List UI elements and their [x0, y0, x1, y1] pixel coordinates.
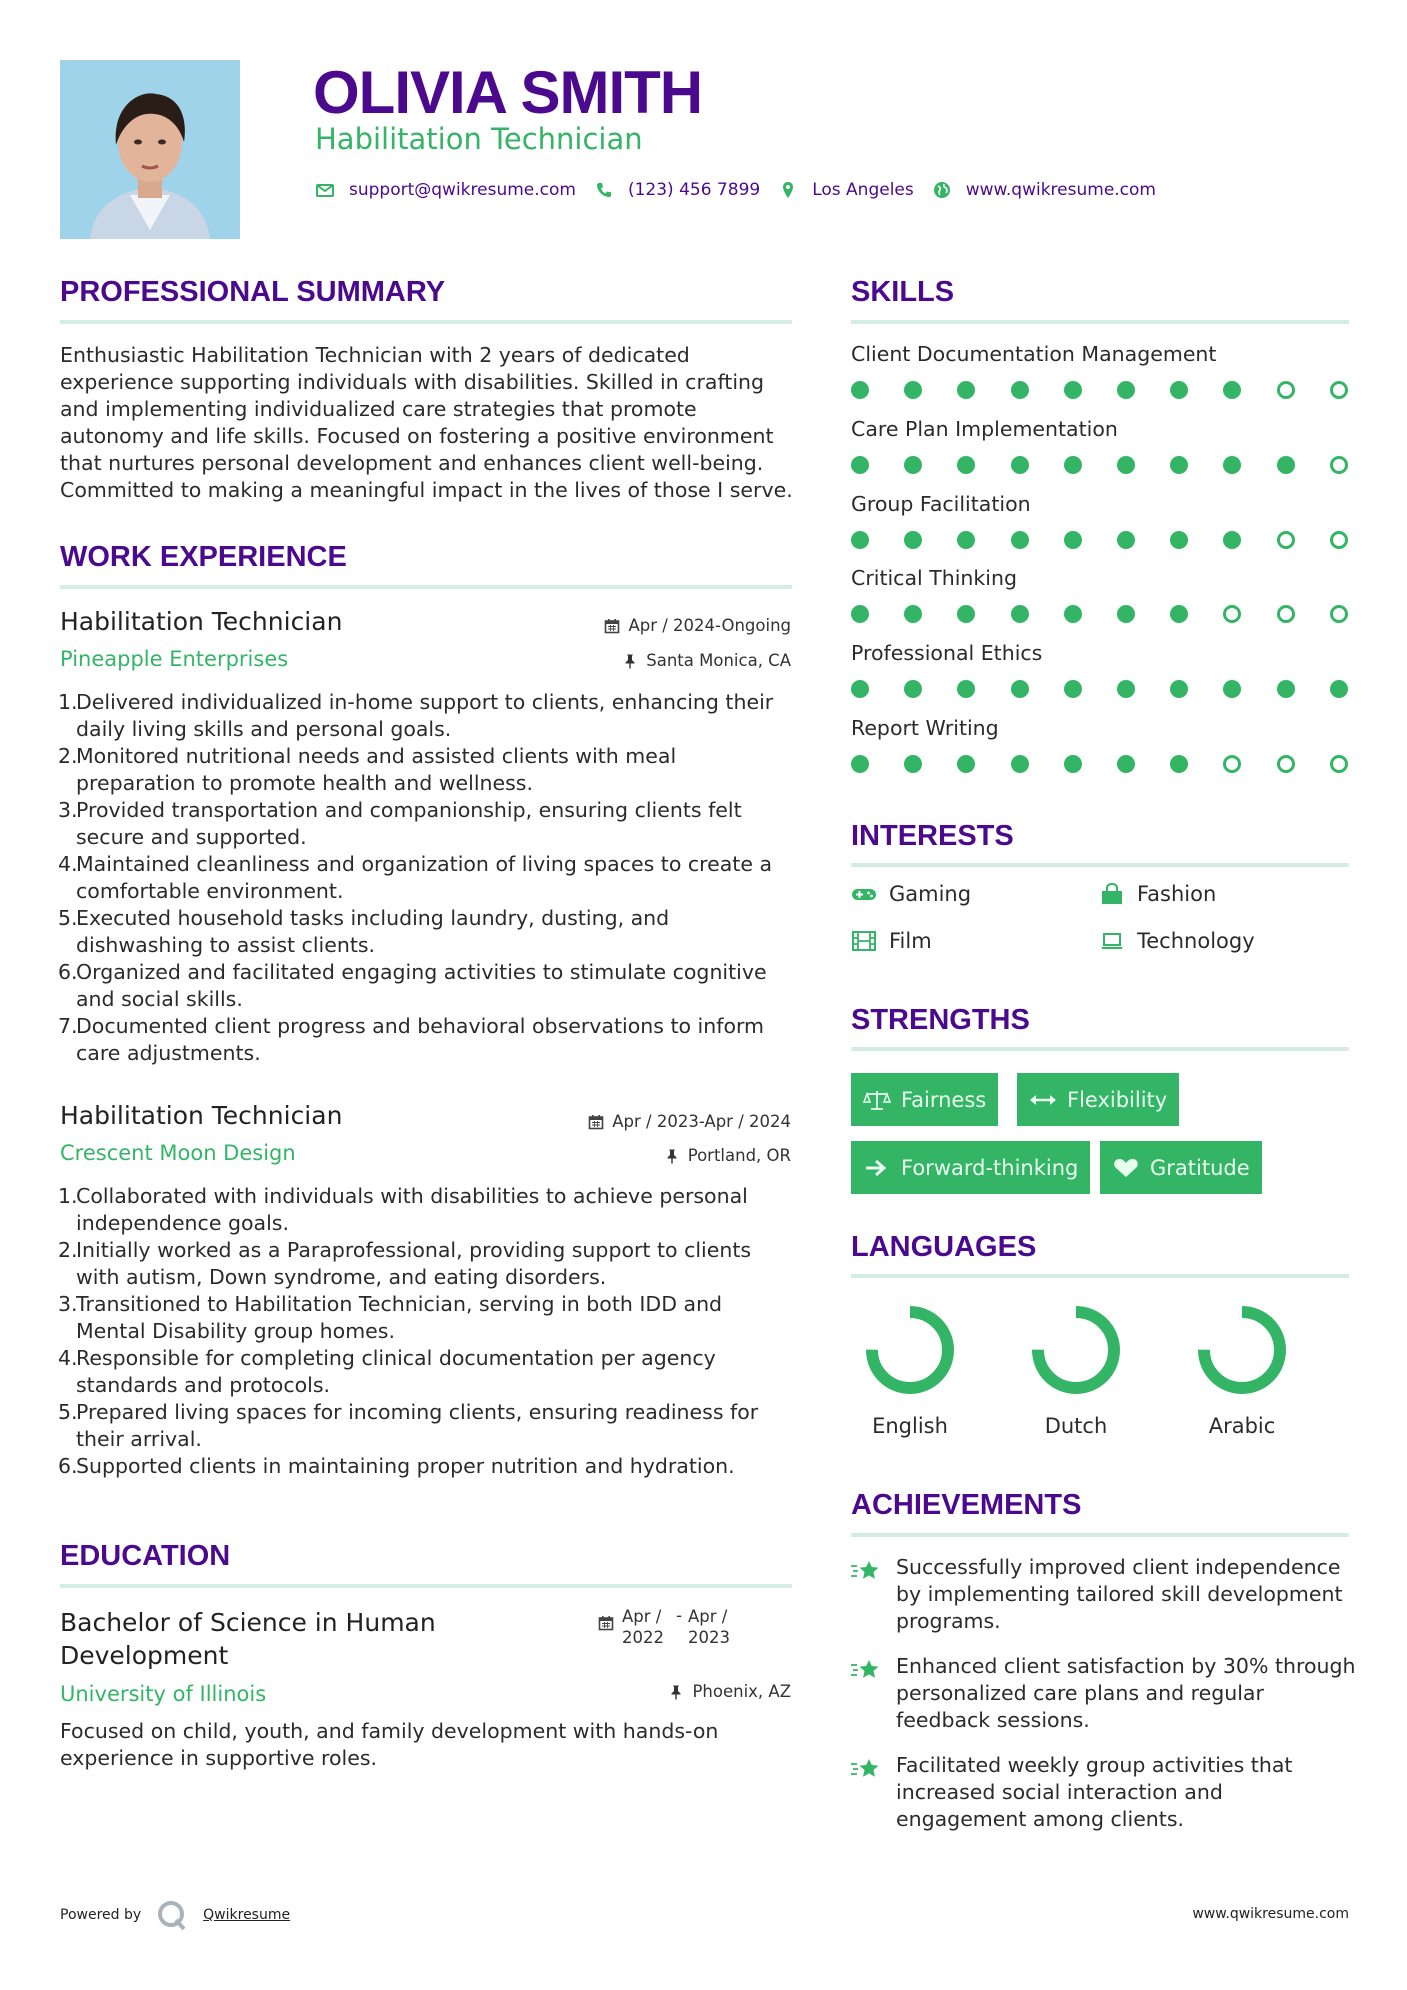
rating-dot-filled [1223, 531, 1241, 549]
arrow-right-icon [863, 1157, 891, 1179]
strength-tag [851, 1073, 998, 1126]
skill-rating [851, 680, 1351, 698]
list-item: 6. Supported clients in maintaining proper nutrition and hydration. [58, 1454, 735, 1478]
achievement-text: Successfully improved client independence by implementing tailored skill development programs. [896, 1555, 1343, 1633]
skill-name: Critical Thinking [851, 566, 1017, 591]
rating-dot-empty [1330, 531, 1348, 549]
rating-dot-empty [1277, 605, 1295, 623]
rating-dot-filled [1011, 531, 1029, 549]
rating-dot-filled [851, 755, 869, 773]
rating-dot-empty [1277, 381, 1295, 399]
job-duties [58, 1183, 798, 1480]
skill-name: Group Facilitation [851, 491, 1031, 516]
rating-dot-filled [1011, 755, 1029, 773]
interest-item [1099, 929, 1255, 953]
list-item: 7. Documented client progress and behavioral observations to inform care adjustments. [58, 1014, 765, 1065]
contact-location [778, 180, 914, 200]
rating-dot-empty [1330, 456, 1348, 474]
location-text: Los Angeles [812, 180, 914, 200]
section-divider [851, 863, 1349, 867]
language-name: Arabic [1208, 1414, 1276, 1438]
rating-dot-filled [1117, 381, 1135, 399]
rating-dot-filled [957, 381, 975, 399]
list-item: 1. Delivered individualized in-home support to clients, enhancing their daily living skills and personal goals. [58, 690, 774, 741]
strength-tag [851, 1141, 1090, 1194]
strengths-heading: STRENGTHS [851, 1004, 1030, 1036]
rating-dot-empty [1277, 531, 1295, 549]
job-title: Habilitation Technician [60, 1101, 343, 1130]
education-end: Apr / 2023 [688, 1607, 730, 1647]
interest-label: Fashion [1137, 882, 1217, 906]
pushpin-icon [622, 653, 638, 669]
rating-dot-filled [1223, 381, 1241, 399]
section-divider [60, 320, 792, 324]
interest-label: Film [889, 929, 932, 953]
skills-heading: SKILLS [851, 276, 955, 308]
summary-heading: PROFESSIONAL SUMMARY [60, 276, 446, 308]
rating-dot-filled [1223, 456, 1241, 474]
rating-dot-filled [1223, 680, 1241, 698]
language-level-ring [862, 1302, 958, 1398]
arrows-horizontal-icon [1029, 1089, 1057, 1111]
rating-dot-filled [957, 605, 975, 623]
interest-item [1099, 882, 1216, 906]
star-badge-icon [850, 1657, 882, 1685]
rating-dot-filled [1011, 456, 1029, 474]
rating-dot-empty [1223, 605, 1241, 623]
star-badge-icon [850, 1558, 882, 1586]
scale-icon [863, 1089, 891, 1111]
language-level-ring [1194, 1302, 1290, 1398]
rating-dot-filled [904, 381, 922, 399]
email-text: support@qwikresume.com [349, 180, 576, 200]
gamepad-icon [851, 883, 877, 905]
achievement-text: Enhanced client satisfaction by 30% through personalized care plans and regular feedback sessions. [896, 1654, 1356, 1732]
qwikresume-logo-icon [155, 1898, 189, 1932]
contact-bar [315, 178, 1174, 202]
footer-website-link[interactable]: www.qwikresume.com [1192, 1906, 1349, 1922]
rating-dot-filled [1117, 531, 1135, 549]
rating-dot-filled [1277, 456, 1295, 474]
rating-dot-filled [1277, 680, 1295, 698]
rating-dot-filled [1064, 680, 1082, 698]
education-dates: Apr / 2022 - Apr / 2023 [598, 1606, 738, 1648]
rating-dot-empty [1223, 755, 1241, 773]
list-item: 3. Provided transportation and companionship, ensuring clients felt secure and supported. [58, 798, 742, 849]
pushpin-icon [668, 1684, 684, 1700]
job-dates: Apr / 2024-Ongoing [604, 616, 791, 635]
star-badge-icon [850, 1756, 882, 1784]
rating-dot-filled [1170, 605, 1188, 623]
calendar-icon [598, 1615, 614, 1631]
interest-label: Technology [1137, 929, 1255, 953]
rating-dot-filled [851, 456, 869, 474]
laptop-icon [1099, 930, 1125, 952]
rating-dot-filled [1170, 381, 1188, 399]
job-location: Santa Monica, CA [622, 651, 791, 670]
list-item: 6. Organized and facilitated engaging activities to stimulate cognitive and social skills. [58, 960, 767, 1011]
skill-name: Client Documentation Management [851, 342, 1217, 366]
contact-website[interactable] [932, 180, 1156, 200]
skill-name: Professional Ethics [851, 641, 1043, 666]
phone-icon [594, 180, 614, 200]
section-divider [851, 1274, 1349, 1278]
pushpin-icon [664, 1148, 680, 1164]
footer-powered-by [60, 1898, 290, 1932]
list-item: 1. Collaborated with individuals with disabilities to achieve personal independence goals. [58, 1184, 748, 1235]
skill-name: Report Writing [851, 716, 999, 740]
rating-dot-filled [1330, 680, 1348, 698]
shopping-bag-icon [1099, 883, 1125, 905]
job-title: Habilitation Technician [60, 607, 343, 636]
interest-item [851, 929, 932, 953]
rating-dot-empty [1277, 755, 1295, 773]
company-name: Pineapple Enterprises [60, 647, 289, 671]
list-item: 3. Transitioned to Habilitation Technician, serving in both IDD and Mental Disability group homes. [58, 1292, 723, 1343]
skill-rating [851, 605, 1351, 623]
education-start: Apr / 2022 [622, 1607, 664, 1647]
contact-phone[interactable] [594, 180, 760, 200]
list-item: 2. Monitored nutritional needs and assisted clients with meal preparation to promote health and wellness. [58, 744, 677, 795]
powered-by-text: Powered by [60, 1907, 142, 1923]
skill-rating [851, 456, 1351, 474]
strength-tag [1017, 1073, 1179, 1126]
experience-heading: WORK EXPERIENCE [60, 541, 347, 573]
summary-text: Enthusiastic Habilitation Technician with 2 years of dedicated experience supporting individuals with disabilities. Skilled in crafting and implementing individualized care strategies that promote autonomy and life skills. Focused on fostering a positive environment that nurtures personal development and enhances client well-being. Committed to making a meaningful impact in the lives of those I serve. [60, 343, 793, 502]
rating-dot-filled [1170, 755, 1188, 773]
interests-heading: INTERESTS [851, 820, 1014, 852]
map-marker-icon [778, 180, 798, 200]
rating-dot-filled [851, 381, 869, 399]
education-description: Focused on child, youth, and family development with hands-on experience in supportive roles. [60, 1719, 719, 1770]
rating-dot-filled [957, 456, 975, 474]
list-item: 5. Prepared living spaces for incoming clients, ensuring readiness for their arrival. [58, 1400, 759, 1451]
rating-dot-empty [1330, 381, 1348, 399]
rating-dot-filled [904, 755, 922, 773]
rating-dot-filled [1117, 680, 1135, 698]
language-name: English [872, 1414, 948, 1438]
strength-label: Fairness [901, 1087, 987, 1112]
rating-dot-filled [1064, 531, 1082, 549]
rating-dot-filled [851, 605, 869, 623]
rating-dot-filled [904, 456, 922, 474]
company-name: Crescent Moon Design [60, 1141, 296, 1165]
calendar-icon [604, 618, 620, 634]
globe-icon [932, 180, 952, 200]
job-duties [58, 689, 798, 1067]
job-dates: Apr / 2023-Apr / 2024 [588, 1112, 791, 1131]
interest-label: Gaming [889, 882, 972, 906]
rating-dot-filled [904, 531, 922, 549]
section-divider [60, 585, 792, 589]
achievements-heading: ACHIEVEMENTS [851, 1489, 1082, 1521]
rating-dot-filled [1170, 456, 1188, 474]
section-divider [851, 1533, 1349, 1537]
education-location: Phoenix, AZ [668, 1682, 791, 1701]
section-divider [851, 320, 1349, 324]
rating-dot-filled [1117, 605, 1135, 623]
skill-rating [851, 531, 1351, 549]
language-item [850, 1302, 970, 1438]
skill-rating [851, 381, 1351, 399]
strength-label: Forward-thinking [901, 1155, 1079, 1180]
interest-item [851, 882, 971, 906]
rating-dot-filled [1064, 755, 1082, 773]
strength-label: Gratitude [1150, 1155, 1250, 1180]
list-item: 5. Executed household tasks including laundry, dusting, and dishwashing to assist clients. [58, 906, 670, 957]
rating-dot-filled [1064, 605, 1082, 623]
rating-dot-filled [957, 680, 975, 698]
website-text: www.qwikresume.com [965, 180, 1156, 200]
skill-rating [851, 755, 1351, 773]
heart-icon [1112, 1157, 1140, 1179]
rating-dot-empty [1330, 605, 1348, 623]
profile-photo [60, 60, 240, 239]
list-item: 4. Maintained cleanliness and organization of living spaces to create a comfortable environment. [58, 852, 773, 903]
film-icon [851, 930, 877, 952]
strength-tag [1100, 1141, 1262, 1194]
candidate-name: OLIVIA SMITH [313, 59, 703, 126]
rating-dot-filled [851, 531, 869, 549]
language-level-ring [1028, 1302, 1124, 1398]
language-name: Dutch [1044, 1414, 1108, 1438]
rating-dot-filled [1170, 680, 1188, 698]
rating-dot-filled [1117, 755, 1135, 773]
rating-dot-filled [904, 605, 922, 623]
rating-dot-filled [1170, 531, 1188, 549]
rating-dot-filled [1117, 456, 1135, 474]
job-location: Portland, OR [664, 1146, 791, 1165]
qwikresume-link[interactable]: Qwikresume [203, 1907, 291, 1923]
rating-dot-filled [1011, 605, 1029, 623]
language-item [1182, 1302, 1302, 1438]
rating-dot-filled [1064, 381, 1082, 399]
rating-dot-filled [904, 680, 922, 698]
school-name: University of Illinois [60, 1682, 267, 1706]
languages-heading: LANGUAGES [851, 1231, 1037, 1263]
skill-name: Care Plan Implementation [851, 416, 1118, 441]
phone-text: (123) 456 7899 [627, 180, 761, 200]
language-item [1016, 1302, 1136, 1438]
rating-dot-empty [1330, 755, 1348, 773]
section-divider [60, 1584, 792, 1588]
rating-dot-filled [851, 680, 869, 698]
rating-dot-filled [957, 531, 975, 549]
rating-dot-filled [1011, 680, 1029, 698]
rating-dot-filled [1011, 381, 1029, 399]
list-item: 4. Responsible for completing clinical documentation per agency standards and protocols. [58, 1346, 716, 1397]
achievement-text: Facilitated weekly group activities that increased social interaction and engagement among clients. [896, 1753, 1293, 1831]
rating-dot-filled [1064, 456, 1082, 474]
list-item: 2. Initially worked as a Paraprofessional, providing support to clients with autism, Down syndrome, and eating disorders. [58, 1238, 752, 1289]
contact-email[interactable] [315, 180, 576, 200]
rating-dot-filled [957, 755, 975, 773]
envelope-icon [315, 180, 335, 200]
education-heading: EDUCATION [60, 1540, 231, 1572]
calendar-icon [588, 1114, 604, 1130]
section-divider [851, 1047, 1349, 1051]
degree-title: Bachelor of Science in Human Development [60, 1608, 436, 1670]
strength-label: Flexibility [1067, 1087, 1168, 1112]
candidate-title: Habilitation Technician [315, 122, 643, 156]
